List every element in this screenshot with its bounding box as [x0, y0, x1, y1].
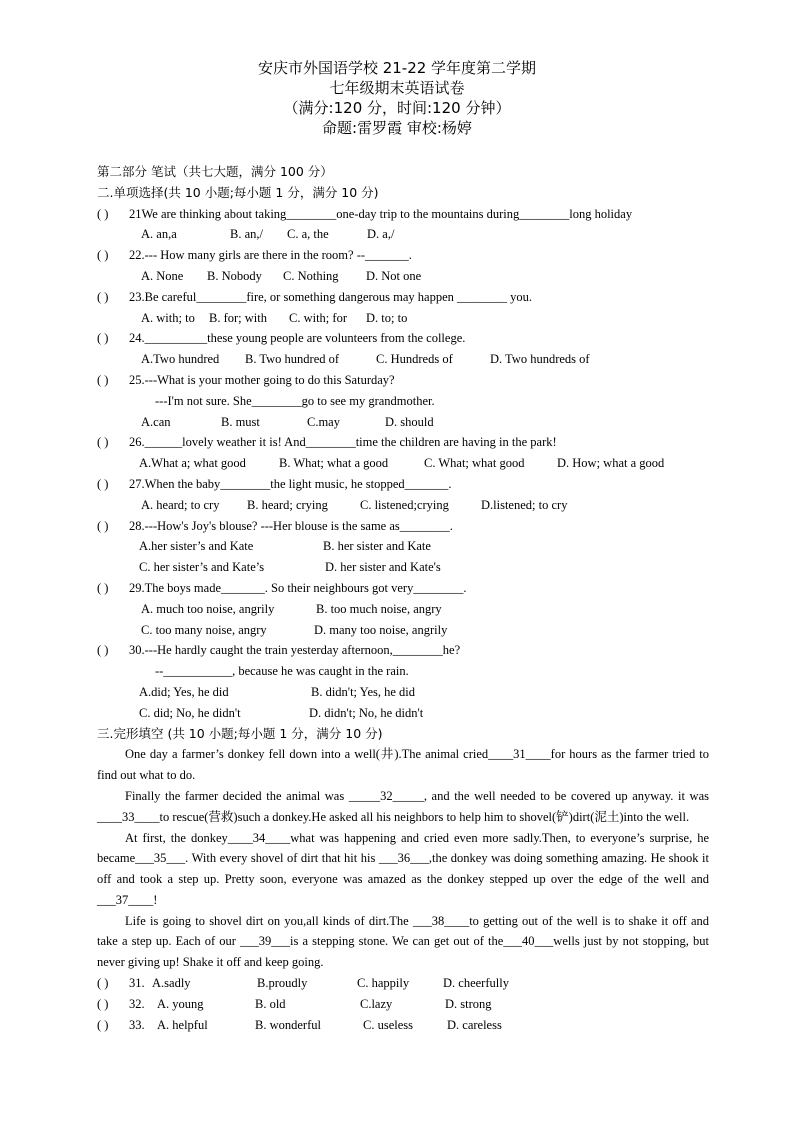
question-25-continuation [97, 391, 709, 412]
question-30 [97, 640, 709, 661]
question-29-options-ab [97, 599, 709, 620]
question-27 [97, 474, 709, 495]
option-c: C. listened;crying [360, 497, 449, 512]
option-c: C. useless [363, 1017, 413, 1032]
question-text: 24.__________these young people are volunteers from the college. [129, 331, 466, 346]
option-b: B. Nobody [207, 268, 262, 283]
question-text: 26.______lovely weather it is! And________time the children are having in the park! [129, 435, 557, 450]
option-a: A.Two hundred [141, 352, 220, 367]
option-c: C. Hundreds of [376, 352, 453, 367]
question-21-options [97, 224, 709, 245]
question-number: 33. [129, 1017, 145, 1032]
option-b: B. heard; crying [247, 497, 328, 512]
option-c: C. Nothing [283, 268, 339, 283]
option-c: C. with; for [289, 310, 347, 325]
option-d: D. cheerfully [443, 976, 509, 991]
option-a: A. young [157, 996, 204, 1011]
option-d: D.listened; to cry [481, 497, 568, 512]
option-a: A. None [141, 268, 184, 283]
option-d: D. her sister and Kate's [325, 560, 441, 575]
question-text: 25.---What is your mother going to do this Saturday? [129, 372, 395, 387]
option-b: B. Two hundred of [245, 352, 340, 367]
option-b: B. didn't; Yes, he did [311, 684, 416, 699]
question-27-options [97, 495, 709, 516]
question-text: 28.---How's Joy's blouse? ---Her blouse is the same as________. [129, 518, 453, 533]
answer-blank[interactable]: ( ) [97, 518, 109, 533]
answer-blank[interactable]: ( ) [97, 331, 109, 346]
option-d: D. Two hundreds of [490, 352, 590, 367]
question-28 [97, 516, 709, 537]
option-b: B. wonderful [255, 1017, 321, 1032]
option-a: A. with; to [141, 310, 195, 325]
option-c: C.may [307, 414, 340, 429]
cloze-paragraph-2: Finally the farmer decided the animal was _____32_____, and the well needed to be covered up anyway. it was ____33____to rescue(营救)such a donkey.He asked all his neighbors to help him to shovel(铲)dirt(泥土)into the well. [97, 788, 709, 824]
option-a: A.can [141, 414, 171, 429]
option-d: D. many too noise, angrily [314, 622, 448, 637]
question-23 [97, 287, 709, 308]
option-b: B. What; what a good [279, 456, 389, 471]
option-d: D. should [385, 414, 434, 429]
question-text-continued: --___________, because he was caught in the rain. [155, 664, 409, 679]
question-25 [97, 370, 709, 391]
option-c: C. too many noise, angry [141, 622, 267, 637]
cloze-paragraph-3: At first, the donkey____34____what was happening and cried even more sadly.Then, to everyone’s surprise, he became___35___. With every shovel of dirt that hit his ___36___,the donkey was doing something amazing. He shook it off and took a step up. Pretty soon, everyone was amazed as the donkey stepped up over the edge of the well and ___37____! [97, 830, 709, 907]
option-b: B. for; with [209, 310, 267, 325]
part-two-title: 第二部分 笔试（共七大题，满分 100 分） [97, 164, 333, 179]
question-26 [97, 432, 709, 453]
question-29-options-cd [97, 620, 709, 641]
answer-blank[interactable]: ( ) [97, 1017, 109, 1032]
option-a: A.her sister’s and Kate [139, 539, 254, 554]
question-23-options [97, 308, 709, 329]
question-30-continuation [97, 661, 709, 682]
question-25-options [97, 412, 709, 433]
option-a: A.What a; what good [139, 456, 246, 471]
cloze-paragraph-1: One day a farmer’s donkey fell down into a well(井).The animal cried____31____for hours as the farmer tried to find out what to do. [97, 747, 709, 783]
question-22 [97, 245, 709, 266]
question-21 [97, 204, 709, 225]
option-b: B.proudly [257, 976, 308, 991]
answer-blank[interactable]: ( ) [97, 580, 109, 595]
question-29 [97, 578, 709, 599]
question-28-options-ab [97, 536, 709, 557]
cloze-question-32 [97, 994, 709, 1015]
question-30-options-ab [97, 682, 709, 703]
option-a: A.sadly [152, 976, 191, 991]
question-24-options [97, 349, 709, 370]
exam-title: 七年级期末英语试卷 [329, 79, 465, 97]
question-text: 21We are thinking about taking________one-day trip to the mountains during________long holiday [129, 206, 633, 221]
authors-line: 命题:雷罗霞 审校:杨婷 [322, 119, 472, 137]
question-24 [97, 328, 709, 349]
question-text-continued: ---I'm not sure. She________go to see my grandmother. [155, 393, 435, 408]
question-text: 27.When the baby________the light music, he stopped_______. [129, 476, 452, 491]
answer-blank[interactable]: ( ) [97, 372, 109, 387]
option-c: C. What; what good [424, 456, 525, 471]
answer-blank[interactable]: ( ) [97, 976, 109, 991]
option-d: D. strong [445, 996, 492, 1011]
option-a: A. heard; to cry [141, 497, 220, 512]
option-b: B. too much noise, angry [316, 601, 442, 616]
option-c: C. did; No, he didn't [139, 705, 241, 720]
option-c: C.lazy [360, 996, 393, 1011]
option-b: B. an,/ [230, 227, 263, 242]
exam-content [97, 162, 709, 1035]
question-text: 30.---He hardly caught the train yesterday afternoon,________he? [129, 643, 461, 658]
option-d: D. careless [447, 1017, 502, 1032]
section-three-title: 三.完形填空 (共 10 小题;每小题 1 分，满分 10 分) [97, 725, 383, 741]
question-22-options [97, 266, 709, 287]
option-a: A. helpful [157, 1017, 208, 1032]
option-d: D. a,/ [367, 227, 395, 242]
answer-blank[interactable]: ( ) [97, 248, 109, 263]
answer-blank[interactable]: ( ) [97, 289, 109, 304]
option-b: B. must [221, 414, 260, 429]
option-c: C. happily [357, 976, 410, 991]
answer-blank[interactable]: ( ) [97, 206, 109, 221]
option-a: A.did; Yes, he did [139, 684, 229, 699]
option-d: D. didn't; No, he didn't [309, 705, 424, 720]
question-text: 23.Be careful________fire, or something dangerous may happen ________ you. [129, 289, 533, 304]
option-d: D. to; to [366, 310, 408, 325]
score-time-info: （满分:120 分，时间:120 分钟） [283, 99, 511, 117]
question-number: 31. [129, 976, 145, 991]
school-term-title: 安庆市外国语学校 21-22 学年度第二学期 [257, 59, 537, 77]
question-26-options [97, 453, 709, 474]
question-30-options-cd [97, 703, 709, 724]
option-c: C. her sister’s and Kate’s [139, 560, 265, 575]
option-d: D. How; what a good [557, 456, 665, 471]
option-d: D. Not one [366, 268, 422, 283]
answer-blank[interactable]: ( ) [97, 643, 109, 658]
option-c: C. a, the [287, 227, 329, 242]
answer-blank[interactable]: ( ) [97, 996, 109, 1011]
section-two-title: 二.单项选择(共 10 小题;每小题 1 分，满分 10 分) [97, 184, 379, 200]
answer-blank[interactable]: ( ) [97, 476, 109, 491]
answer-blank[interactable]: ( ) [97, 435, 109, 450]
cloze-paragraph-4: Life is going to shovel dirt on you,all kinds of dirt.The ___38____to getting out of the well is to shake it off and take a step up. Each of our ___39___is a stepping stone. We can get out of the___40___wells just by not stopping, but never giving up! Shake it off and keep going. [97, 913, 709, 970]
question-text: 29.The boys made_______. So their neighbours got very________. [129, 580, 467, 595]
cloze-question-33 [97, 1015, 709, 1036]
question-28-options-cd [97, 557, 709, 578]
option-a: A. much too noise, angrily [141, 601, 275, 616]
question-text: 22.--- How many girls are there in the room? --_______. [129, 248, 412, 263]
exam-header [0, 58, 794, 138]
option-a: A. an,a [141, 227, 177, 242]
cloze-question-31 [97, 973, 709, 994]
option-b: B. her sister and Kate [323, 539, 431, 554]
option-b: B. old [255, 996, 286, 1011]
question-number: 32. [129, 996, 145, 1011]
